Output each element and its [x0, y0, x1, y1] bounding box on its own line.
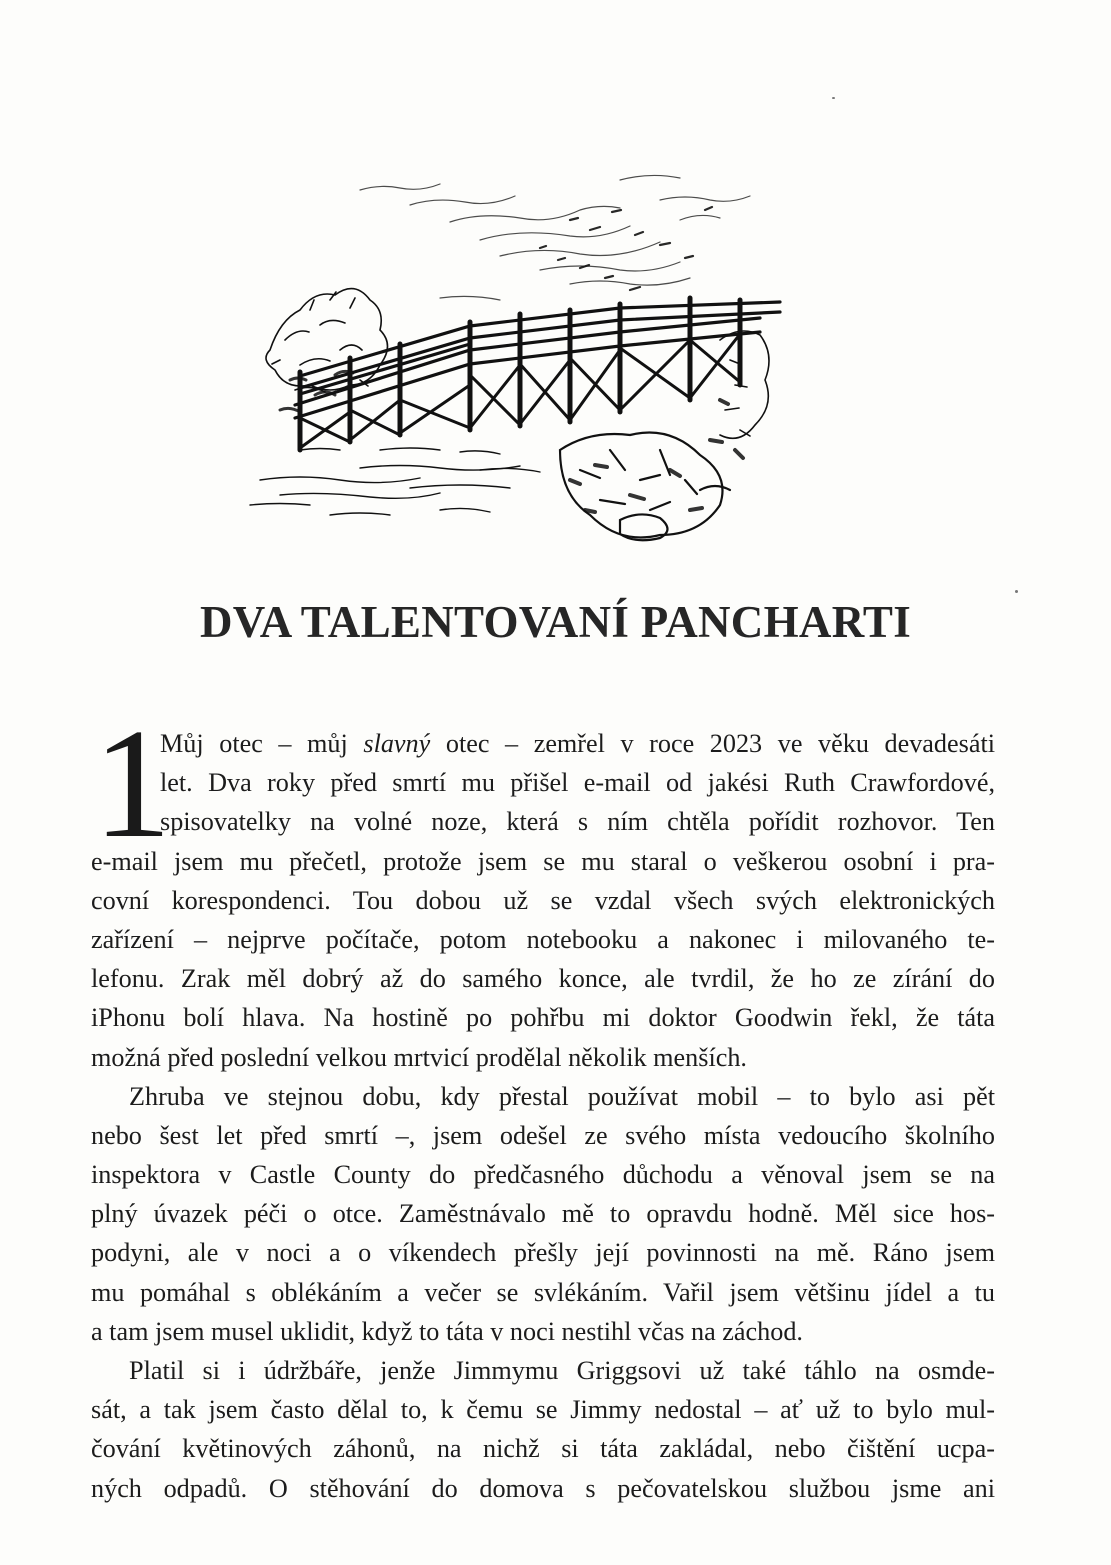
text-line: Platil si i údržbáře, jenže Jimmymu Griggsovi už také táhlo na osmde-	[129, 1356, 995, 1385]
chapter-number-drop-cap: 1	[93, 696, 172, 870]
text-line: e-mail jsem mu přečetl, protože jsem se mu staral o veškerou osobní i pra-	[91, 846, 995, 876]
text-line: ných odpadů. O stěhování do domova s pečovatelskou službou jsme ani	[91, 1473, 995, 1503]
scan-speck	[1015, 590, 1018, 593]
text-line: sát, a tak jsem často dělal to, k čemu se Jimmy nedostal – ať už to bylo mul-	[91, 1395, 995, 1425]
scan-speck	[832, 97, 835, 99]
bridge-illustration	[240, 150, 800, 550]
text-line: Můj otec – můj slavný otec – zemřel v roce 2023 ve věku devadesáti	[160, 729, 995, 758]
text-line: zařízení – nejprve počítače, potom notebooku a nakonec i milovaného te-	[91, 924, 995, 954]
text-line: lefonu. Zrak měl dobrý až do samého konce, ale tvrdil, že ho ze zírání do	[91, 964, 995, 994]
chapter-body	[91, 724, 995, 1508]
text-line: čování květinových záhonů, na nichž si táta zakládal, nebo čištění ucpa-	[91, 1434, 995, 1464]
chapter-title: DVA TALENTOVANÍ PANCHARTI	[199, 597, 912, 647]
text-line: covní korespondenci. Tou dobou už se vzdal všech svých elektronických	[91, 885, 995, 915]
text-line: a tam jsem musel uklidit, když to táta v noci nestihl včas na záchod.	[91, 1316, 803, 1346]
text-line: mu pomáhal s oblékáním a večer se svlékáním. Vařil jsem většinu jídel a tu	[91, 1277, 995, 1307]
text-line: iPhonu bolí hlava. Na hostině po pohřbu mi doktor Goodwin řekl, že táta	[91, 1003, 995, 1033]
emphasis: slavný	[363, 729, 431, 758]
text-line: možná před poslední velkou mrtvicí prodělal několik menších.	[91, 1042, 747, 1072]
text-line: spisovatelky na volné noze, která s ním chtěla pořídit rozhovor. Ten	[160, 807, 995, 837]
text-line: let. Dva roky před smrtí mu přišel e-mail od jakési Ruth Crawfordové,	[160, 768, 995, 798]
text-line: nebo šest let před smrtí –, jsem odešel ze svého místa vedoucího školního	[91, 1120, 995, 1150]
text-line: plný úvazek péči o otce. Zaměstnávalo mě to opravdu hodně. Měl sice hos-	[91, 1199, 995, 1229]
text-line: podyni, ale v noci a o víkendech přešly její povinnosti na mě. Ráno jsem	[91, 1238, 995, 1268]
text-line: inspektora v Castle County do předčasného důchodu a věnoval jsem se na	[91, 1160, 995, 1190]
text-line: Zhruba ve stejnou dobu, kdy přestal používat mobil – to bylo asi pět	[129, 1081, 995, 1111]
